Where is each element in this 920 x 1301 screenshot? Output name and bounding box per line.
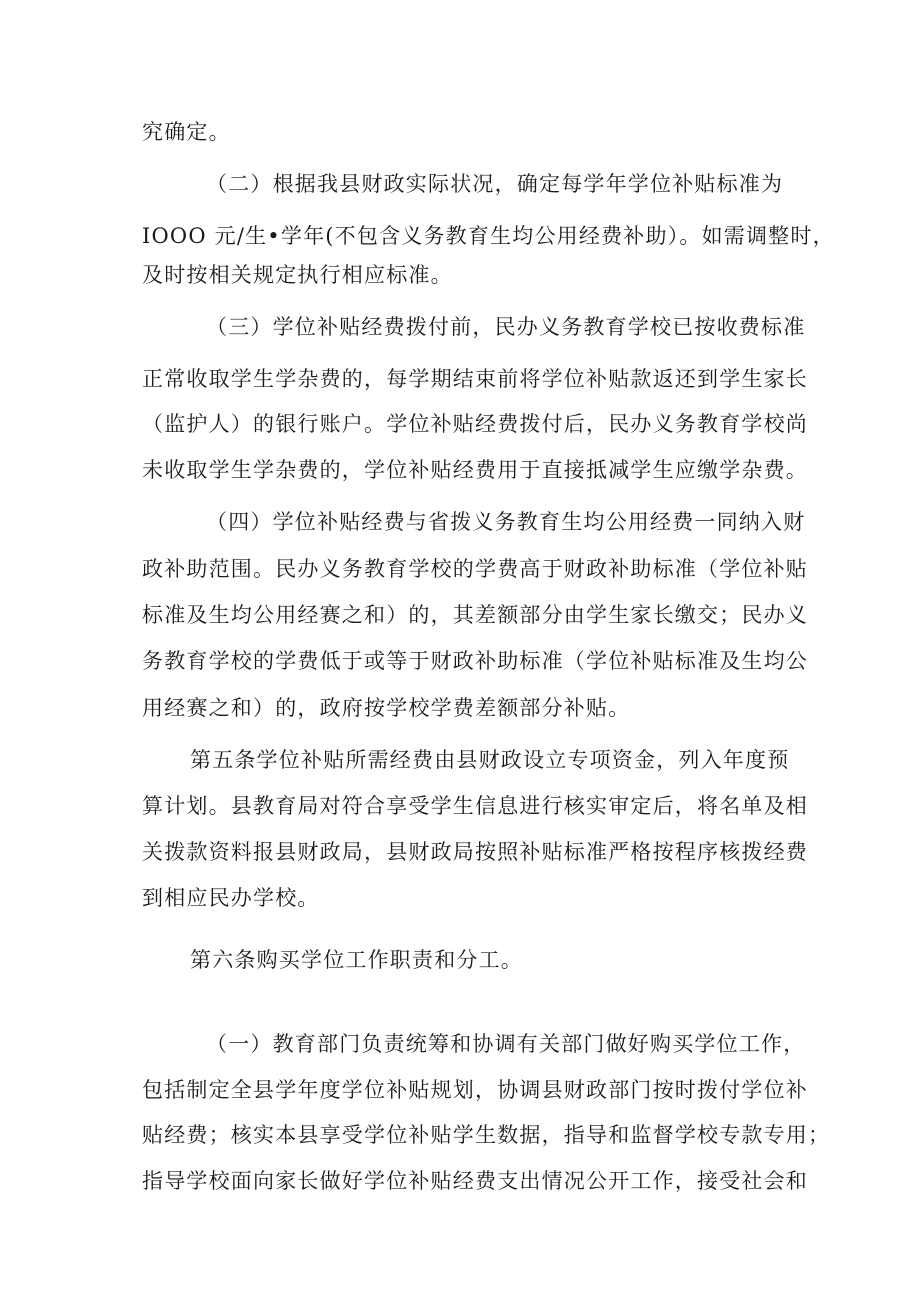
text-line: 到相应民办学校。 bbox=[142, 886, 320, 910]
text-line: 指导学校面向家长做好学位补贴经费支出情况公开工作，接受社会和 bbox=[142, 1169, 808, 1193]
text-line: 究确定。 bbox=[142, 120, 231, 144]
text-line: 贴经费；核实本县享受学位补贴学生数据，指导和监督学校专款专用； bbox=[142, 1123, 831, 1147]
text-line: 算计划。县教育局对符合享受学生信息进行核实审定后，将名单及相 bbox=[142, 794, 808, 818]
text-line: 未收取学生学杂费的，学位补贴经费用于直接抵减学生应缴学杂费。 bbox=[142, 458, 808, 482]
text-line: 第五条学位补贴所需经费由县财政设立专项资金，列入年度预 bbox=[190, 748, 790, 772]
text-line: 及时按相关规定执行相应标准。 bbox=[142, 263, 453, 287]
text-line: （四）学位补贴经费与省拨义务教育生均公用经费一同纳入财 bbox=[206, 510, 806, 534]
text-line: 务教育学校的学费低于或等于财政补助标准（学位补贴标准及生均公 bbox=[142, 649, 808, 673]
text-line: IOOO 元/生•学年(不包含义务教育生均公用经费补助）。如需调整时， bbox=[142, 224, 835, 248]
text-line: 政补助范围。民办义务教育学校的学费高于财政补助标准（学位补贴 bbox=[142, 557, 808, 581]
text-line: 标准及生均公用经赛之和）的，其差额部分由学生家长缴交；民办义 bbox=[142, 603, 808, 627]
text-line: （三）学位补贴经费拨付前，民办义务教育学校已按收费标准 bbox=[206, 315, 806, 339]
text-line: 正常收取学生学杂费的，每学期结束前将学位补贴款返还到学生家长 bbox=[142, 367, 808, 391]
text-line: （监护人）的银行账户。学位补贴经费拨付后，民办义务教育学校尚 bbox=[142, 412, 808, 436]
text-line: （一）教育部门负责统筹和协调有关部门做好购买学位工作， bbox=[206, 1032, 806, 1056]
text-line: 用经赛之和）的，政府按学校学费差额部分补贴。 bbox=[142, 696, 631, 720]
text-line: 关拨款资料报县财政局，县财政局按照补贴标准严格按程序核拨经费 bbox=[142, 840, 808, 864]
text-line: 第六条购买学位工作职责和分工。 bbox=[190, 948, 523, 972]
text-line: 包括制定全县学年度学位补贴规划，协调县财政部门按时拨付学位补 bbox=[142, 1078, 808, 1102]
text-line: （二）根据我县财政实际状况，确定每学年学位补贴标准为 bbox=[206, 172, 784, 196]
